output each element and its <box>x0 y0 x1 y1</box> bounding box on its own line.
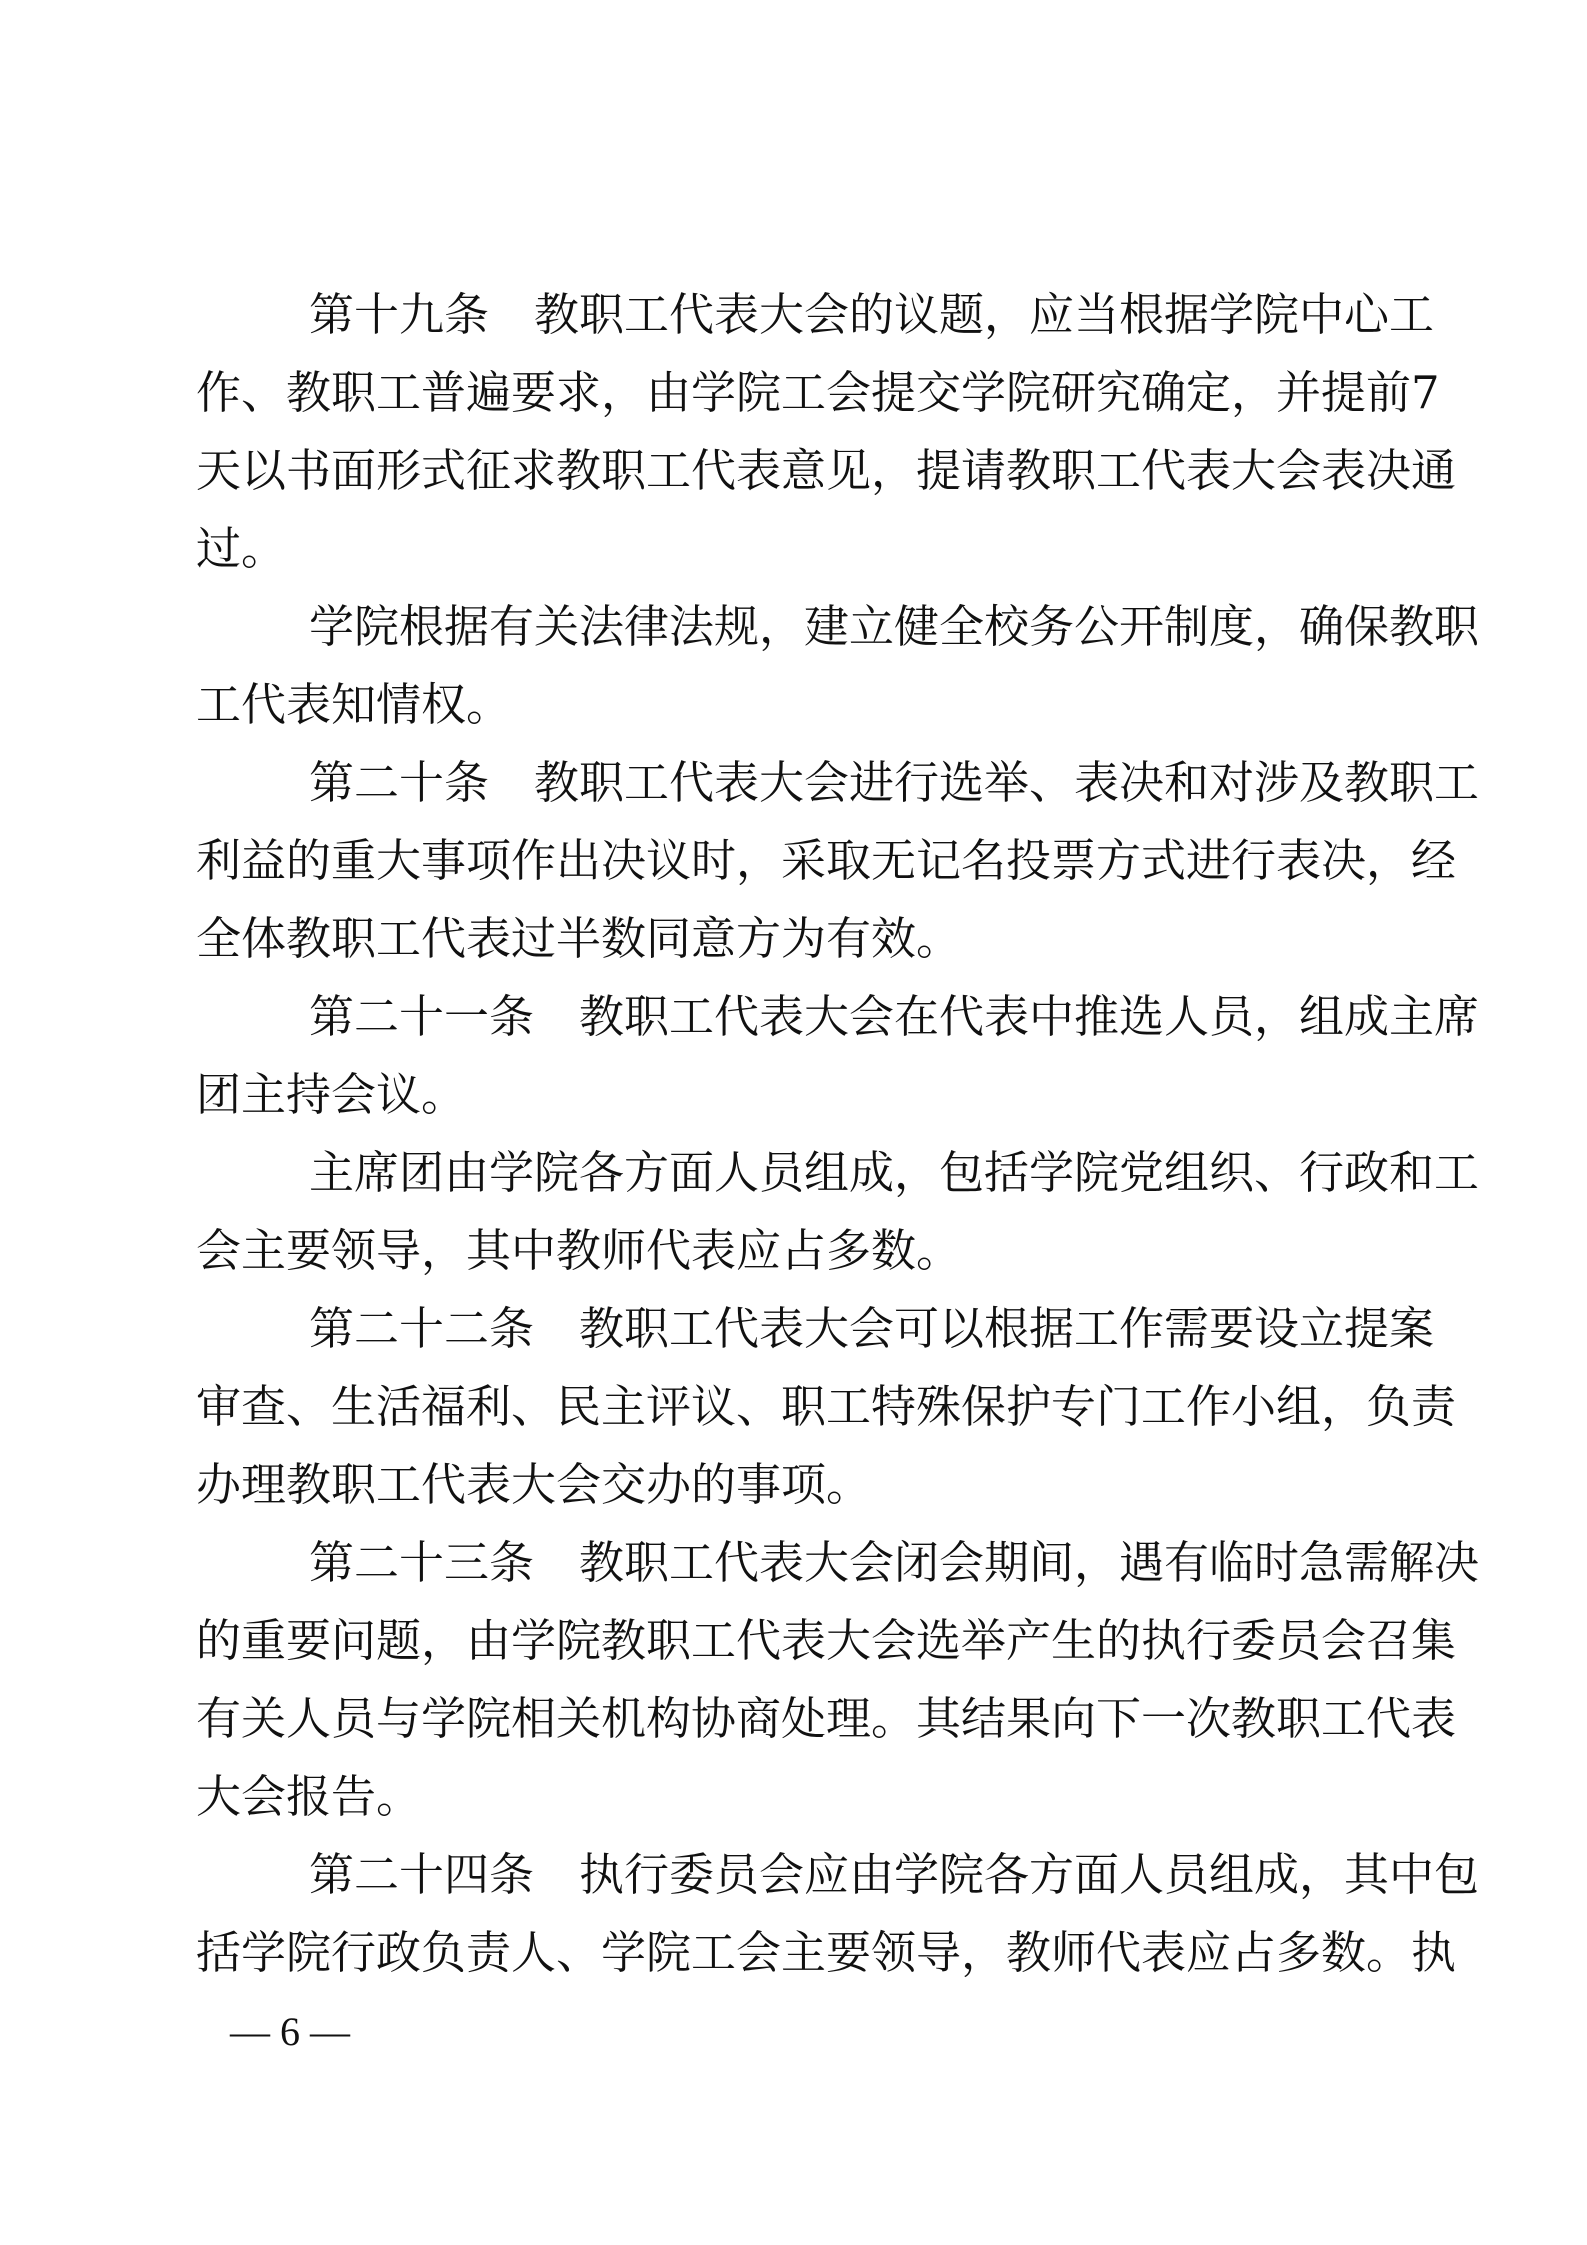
text-line: 第二十条 教职工代表大会进行选举、表决和对涉及教职工 <box>309 756 1480 809</box>
text-line: 天以书面形式征求教职工代表意见，提请教职工代表大会表决通 <box>196 444 1457 497</box>
text-line: 第二十一条 教职工代表大会在代表中推选人员，组成主席 <box>309 990 1480 1043</box>
document-body <box>196 276 1480 1992</box>
text-line: 审查、生活福利、民主评议、职工特殊保护专门工作小组，负责 <box>196 1380 1457 1433</box>
text-line: 第二十三条 教职工代表大会闭会期间，遇有临时急需解决 <box>309 1536 1480 1589</box>
text-line: 大会报告。 <box>196 1770 422 1823</box>
text-line: 工代表知情权。 <box>196 678 512 731</box>
text-line: 主席团由学院各方面人员组成，包括学院党组织、行政和工 <box>309 1146 1480 1199</box>
text-line: 过。 <box>196 522 287 575</box>
text-line: 利益的重大事项作出决议时，采取无记名投票方式进行表决，经 <box>196 834 1457 887</box>
text-line: 学院根据有关法律法规，建立健全校务公开制度，确保教职 <box>309 600 1480 653</box>
text-line: 的重要问题，由学院教职工代表大会选举产生的执行委员会召集 <box>196 1614 1457 1667</box>
text-line: 全体教职工代表过半数同意方为有效。 <box>196 912 962 965</box>
text-line: 会主要领导，其中教师代表应占多数。 <box>196 1224 962 1277</box>
text-line: 第二十二条 教职工代表大会可以根据工作需要设立提案 <box>309 1302 1435 1355</box>
text-line: 团主持会议。 <box>196 1068 467 1121</box>
page-number: — 6 — <box>230 2009 350 2054</box>
text-line: 第二十四条 执行委员会应由学院各方面人员组成，其中包 <box>309 1848 1480 1901</box>
text-line: 有关人员与学院相关机构协商处理。其结果向下一次教职工代表 <box>196 1692 1457 1745</box>
text-line: 办理教职工代表大会交办的事项。 <box>196 1458 872 1511</box>
text-line: 作、教职工普遍要求，由学院工会提交学院研究确定，并提前7 <box>196 366 1440 419</box>
text-line: 第十九条 教职工代表大会的议题，应当根据学院中心工 <box>309 288 1435 341</box>
text-line: 括学院行政负责人、学院工会主要领导，教师代表应占多数。执 <box>196 1926 1457 1979</box>
